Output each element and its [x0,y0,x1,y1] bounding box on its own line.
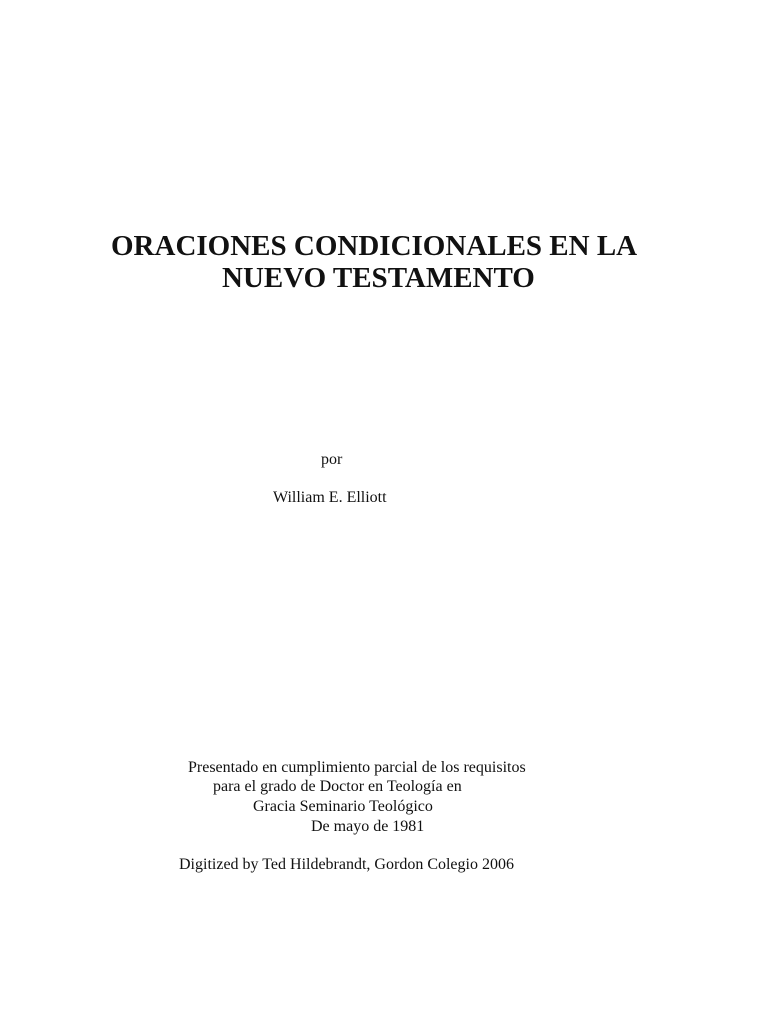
document-title-line-2: NUEVO TESTAMENTO [222,262,535,294]
presentation-line-2: para el grado de Doctor en Teología en [213,778,462,795]
presentation-line-1: Presentado en cumplimiento parcial de los requisitos [188,759,526,776]
document-title-line-1: ORACIONES CONDICIONALES EN LA [111,230,638,262]
presentation-line-4: De mayo de 1981 [311,818,425,835]
digitization-note: Digitized by Ted Hildebrandt, Gordon Colegio 2006 [179,856,514,873]
presentation-line-3: Gracia Seminario Teológico [253,798,433,815]
author-name: William E. Elliott [273,489,387,506]
by-label: por [321,451,343,468]
